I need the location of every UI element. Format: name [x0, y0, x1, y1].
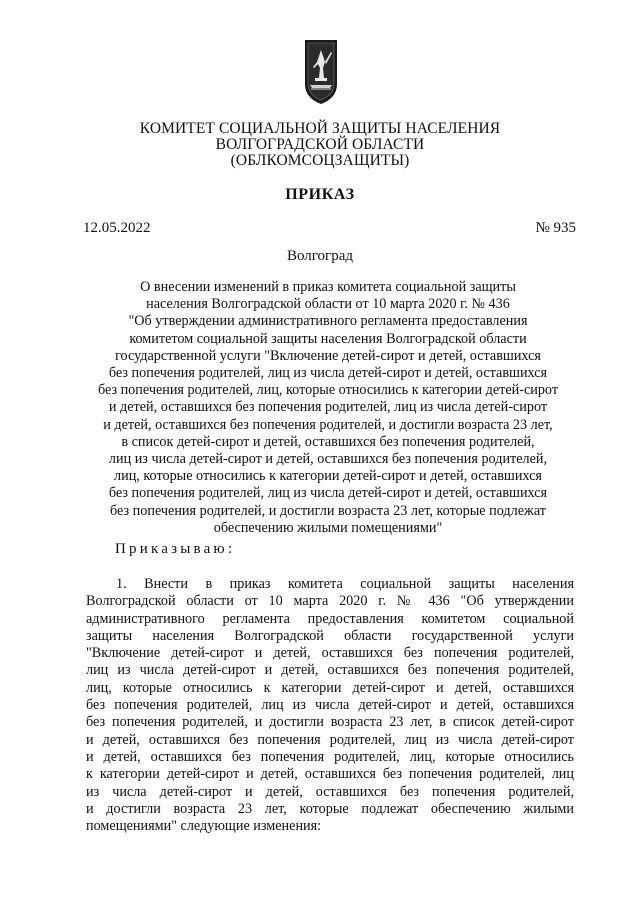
body-line: 1. Внести в приказ комитета социальной защиты населения	[116, 576, 574, 592]
subject-line: обеспечению жилыми помещениями"	[213, 519, 443, 536]
document-number: № 935	[535, 220, 576, 236]
subject-line: населения Волгоградской области от 10 марта 2020 г. № 436	[146, 296, 510, 313]
document-title: ПРИКАЗ	[285, 186, 355, 203]
subject-line: без попечения родителей, лиц из числа детей-сирот и детей, оставшихся	[108, 365, 548, 382]
subject-line: государственной услуги "Включение детей-сирот и детей, оставшихся	[115, 347, 541, 364]
body-line: к категории детей-сирот и детей, оставшихся без попечения родителей, лиц	[86, 766, 574, 783]
body-line: помещениями" следующие изменения:	[86, 818, 322, 835]
subject-line: без попечения родителей, лиц из числа детей-сирот и детей, оставшихся	[108, 485, 548, 502]
body-line: защиты населения Волгоградской области государственной услуги	[86, 627, 574, 644]
document-city: Волгоград	[286, 248, 353, 264]
subject-line: в список детей-сирот и детей, оставшихся без попечения родителей,	[121, 433, 535, 450]
order-heading: Приказываю:	[115, 541, 236, 557]
committee-name-line-2: ВОЛГОГРАДСКОЙ ОБЛАСТИ	[215, 136, 425, 153]
subject-line: без попечения родителей, лиц, которые относились к категории детей-сирот	[97, 382, 559, 399]
subject-line: лиц из числа детей-сирот и детей, оставшихся без попечения родителей,	[108, 451, 548, 468]
body-line: и детей, оставшихся без попечения родителей, лиц из числа детей-сирот	[86, 731, 574, 748]
body-line: лиц из числа детей-сирот и детей, оставшихся без попечения родителей,	[86, 662, 574, 679]
body-line: без попечения родителей, лиц из числа детей-сирот и детей, оставшихся	[86, 697, 574, 714]
body-line: и достигли возраста 23 лет, которые подлежат обеспечению жилыми	[86, 800, 574, 817]
coat-of-arms-emblem-icon	[302, 38, 340, 106]
body-line: "Включение детей-сирот и детей, оставшихся без попечения родителей,	[86, 645, 574, 662]
committee-name-line-3: (ОБЛКОМСОЦЗАЩИТЫ)	[230, 152, 410, 169]
subject-line: комитетом социальной защиты населения Волгоградской области	[129, 330, 527, 347]
body-line: без попечения родителей, и достигли возраста 23 лет, в список детей-сирот	[86, 714, 574, 731]
committee-name-line-1: КОМИТЕТ СОЦИАЛЬНОЙ ЗАЩИТЫ НАСЕЛЕНИЯ	[139, 120, 501, 137]
subject-line: "Об утверждении административного регламента предоставления	[128, 313, 528, 330]
subject-line: О внесении изменений в приказ комитета социальной защиты	[140, 279, 516, 295]
subject-line: и детей, оставшихся без попечения родителей, лиц из числа детей-сирот	[108, 399, 548, 416]
body-line: Волгоградской области от 10 марта 2020 г. № 436 "Об утверждении	[86, 593, 574, 610]
subject-line: без попечения родителей, и достигли возраста 23 лет, которые подлежат	[110, 502, 546, 519]
body-line: административного регламента предоставления комитетом социальной	[86, 610, 574, 627]
subject-line: лиц, которые относились к категории детей-сирот и детей, оставшихся	[114, 468, 542, 485]
subject-line: и детей, оставшихся без попечения родителей, и достигли возраста 23 лет,	[103, 416, 553, 433]
document-date: 12.05.2022	[83, 220, 151, 236]
body-line: лиц, которые относились к категории детей-сирот и детей, оставшихся	[86, 679, 574, 696]
body-line: и детей, оставшихся без попечения родителей, лиц, которые относились	[86, 748, 574, 765]
document-subject	[84, 279, 572, 537]
order-paragraph-1	[86, 576, 574, 835]
body-line: из числа детей-сирот и детей, оставшихся без попечения родителей,	[86, 783, 574, 800]
